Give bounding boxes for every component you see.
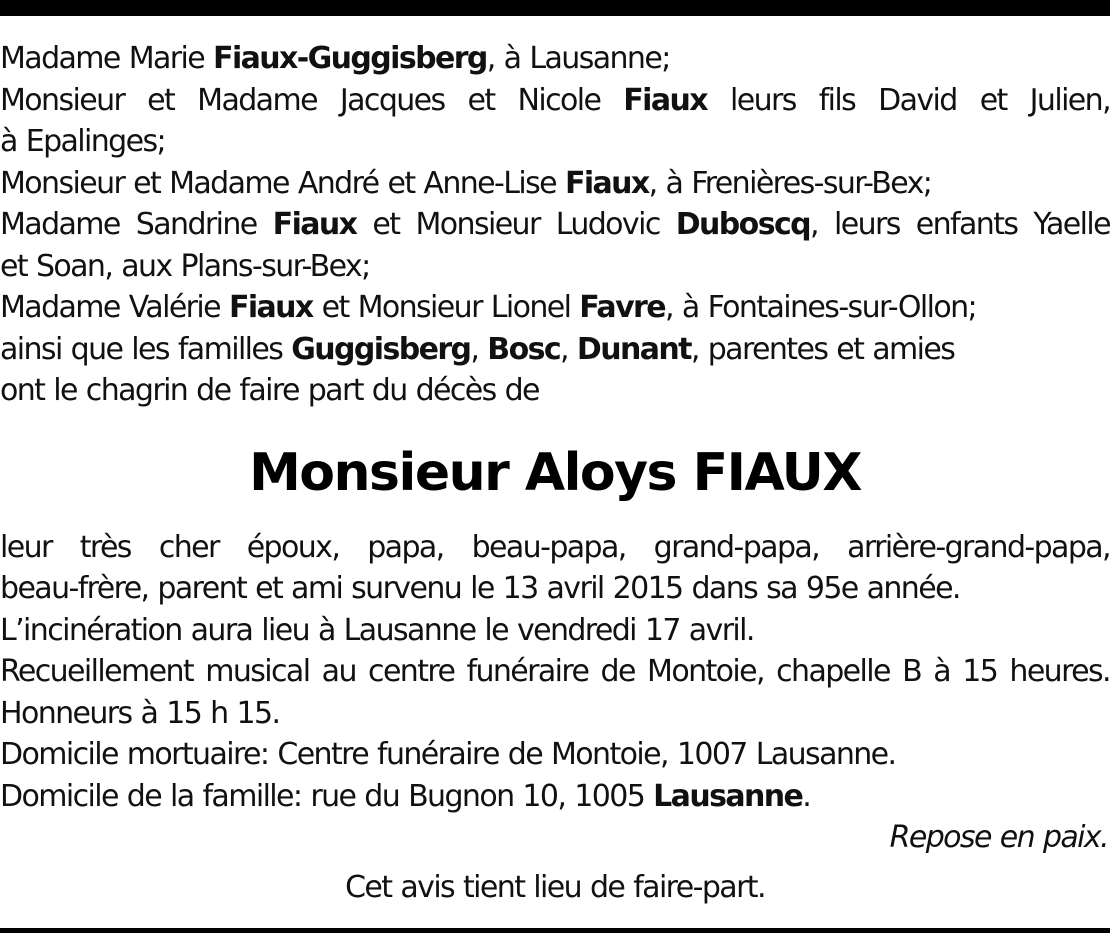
repose-en-paix: Repose en paix.: [889, 820, 1108, 855]
text-run: et Monsieur Ludovic: [356, 207, 676, 242]
deceased-name: Monsieur Aloys FIAUX: [249, 442, 861, 503]
detail-line: [0, 693, 1110, 735]
family-line: [0, 329, 1110, 371]
text-run: Honneurs à 15 h 15.: [0, 695, 280, 731]
text-run: Monsieur et Madame André et Anne-Lise: [0, 165, 565, 201]
surname: Fiaux: [564, 165, 649, 201]
text-run: , parentes et amies: [690, 331, 955, 367]
family-line: [0, 246, 1110, 288]
text-run: ,: [470, 331, 488, 367]
surname: Dunant: [576, 331, 691, 367]
obituary-notice: [0, 38, 1110, 908]
detail-line: [0, 527, 1110, 569]
text-run: ainsi que les familles: [0, 331, 292, 367]
funeral-details: [0, 527, 1110, 818]
surname: Fiaux-Guggisberg: [213, 41, 487, 76]
text-run: ont le chagrin de faire part du décès de: [0, 373, 539, 408]
text-run: , leurs enfants Yaelle: [810, 207, 1110, 242]
surname: Fiaux: [272, 207, 357, 242]
text-run: beau-frère, parent et ami survenu le 13 avril 2015 dans sa 95e année.: [0, 571, 960, 606]
closing-note: Cet avis tient lieu de faire-part.: [345, 869, 765, 905]
surname: Duboscq: [675, 207, 811, 242]
family-line: [0, 38, 1110, 80]
text-run: et Soan, aux Plans-sur-Bex;: [0, 248, 370, 284]
surname: Lausanne: [653, 778, 803, 814]
text-run: Domicile de la famille: rue du Bugnon 10, 1005: [0, 778, 654, 814]
text-run: , à Fontaines-sur-Ollon;: [664, 290, 977, 325]
text-run: , à Lausanne;: [486, 41, 670, 76]
family-line: [0, 121, 1110, 163]
surname: Bosc: [487, 331, 561, 367]
text-run: Madame Sandrine: [0, 207, 273, 242]
text-run: .: [802, 778, 811, 814]
text-run: , à Frenières-sur-Bex;: [648, 165, 932, 201]
surname: Fiaux: [623, 82, 708, 118]
top-rule: [0, 0, 1110, 16]
text-run: Recueillement musical au centre funéraire de Montoie, chapelle B à 15 heures.: [0, 654, 1110, 689]
detail-line: [0, 610, 1110, 652]
text-run: à Epalinges;: [0, 124, 166, 159]
family-line: [0, 204, 1110, 246]
detail-line: [0, 776, 1110, 818]
text-run: L’incinération aura lieu à Lausanne le vendredi 17 avril.: [0, 612, 754, 648]
bottom-rule: [0, 928, 1110, 933]
text-run: et Monsieur Lionel: [312, 290, 580, 325]
detail-line: [0, 734, 1110, 776]
detail-line: [0, 568, 1110, 610]
text-run: ,: [560, 331, 577, 367]
text-run: Monsieur et Madame Jacques et Nicole: [0, 82, 624, 118]
family-line: [0, 370, 1110, 412]
family-line: [0, 163, 1110, 205]
text-run: leurs fils David et Julien,: [707, 82, 1110, 118]
text-run: Madame Marie: [0, 41, 214, 76]
surname: Favre: [579, 290, 665, 325]
family-list: [0, 38, 1110, 412]
detail-line: [0, 651, 1110, 693]
surname: Guggisberg: [291, 331, 471, 367]
family-line: [0, 287, 1110, 329]
text-run: Madame Valérie: [0, 290, 229, 325]
family-line: [0, 80, 1110, 122]
text-run: Domicile mortuaire: Centre funéraire de Montoie, 1007 Lausanne.: [0, 737, 896, 772]
text-run: leur très cher époux, papa, beau-papa, grand-papa, arrière-grand-papa,: [0, 529, 1110, 565]
surname: Fiaux: [228, 290, 313, 325]
